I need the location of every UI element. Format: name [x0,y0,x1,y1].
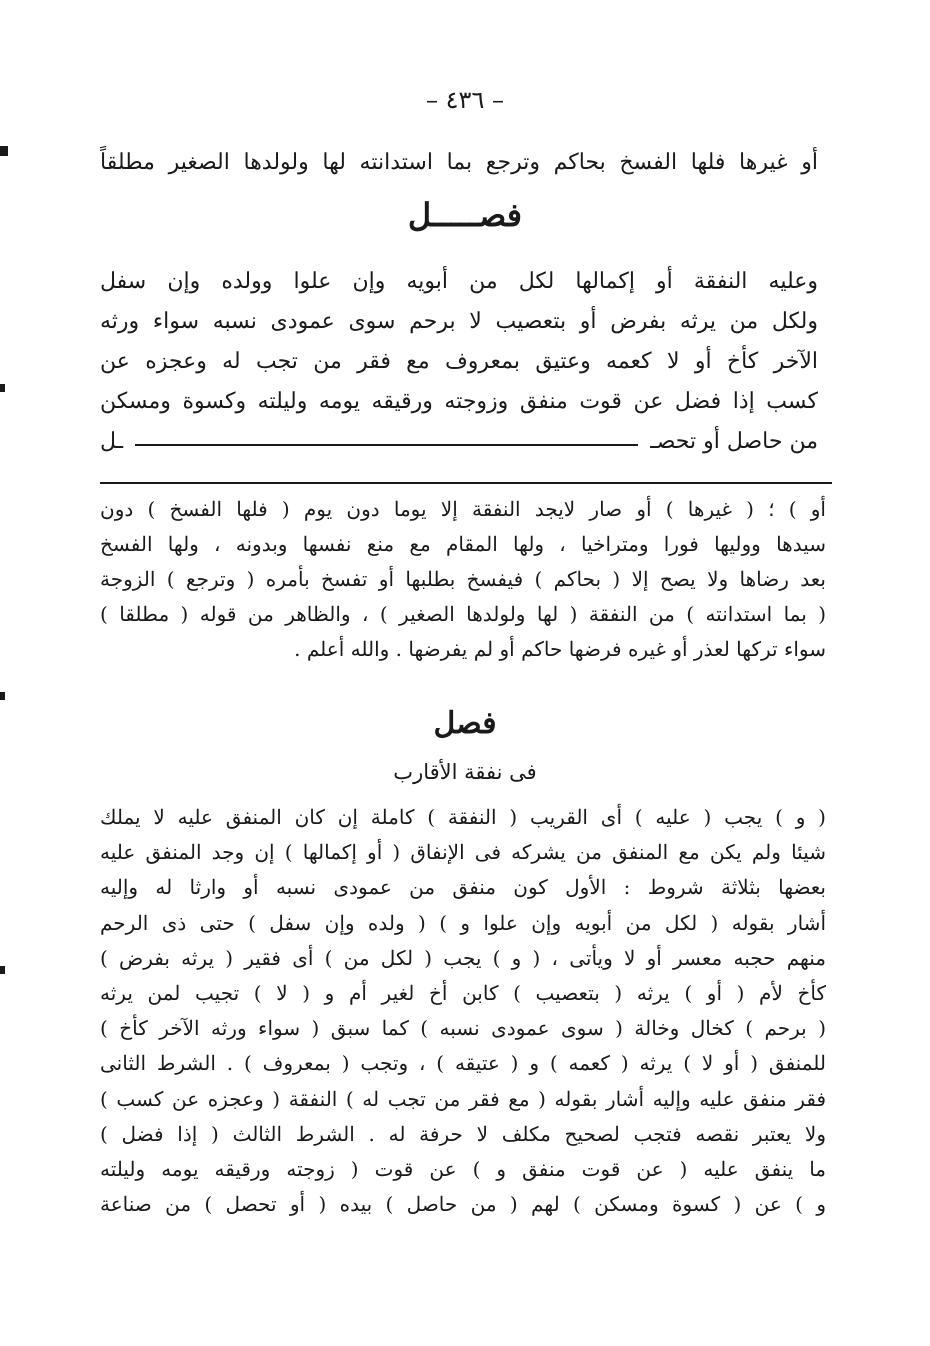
section-line: للمنفق ( أو لا ) يرثه ( كعمه ) و ( عتيقه ) ، وتجب ( بمعروف ) . الشرط الثانى [100,1051,826,1076]
section-heading: فصل [433,706,497,741]
main-line: وعليه النفقة أو إكمالها لكل من أبويه وإن علوا وولده وإن سفل [100,269,818,294]
commentary-line: سيدها ووليها فورا ومتراخيا ، ولها المقام مع منع نفسها وبدونه ، ولها الفسخ [100,532,826,556]
main-line: الآخر كأخ أو لا كعمه وعتيق بمعروف مع فقر من تجب له وعجزه عن [100,349,818,374]
section-line: شيئا ولم يكن مع المنفق من يشركه فى الإنفاق ( أو إكمالها ) إن وجد المنفق عليه [100,840,826,865]
margin-mark [0,146,8,156]
section-text [100,800,826,1222]
section-line: منهم حجبه معسر أو لا ويأتى ، ( و ) يجب ( لكل من ) أى فقير ( يرثه بفرض ) [100,945,826,970]
main-text-body [100,262,818,462]
kashida-stretch [135,444,638,446]
section-line: ( برحم ) كخال وخالة ( سوى عمودى نسبه ) كما سبق ( سواء ورثه الآخر كأخ ) [100,1016,826,1041]
main-line: من حاصل أو تحصـ [650,429,818,454]
commentary-line: بعد رضاها ولا يصح إلا ( بحاكم ) فيفسخ بطلبها أو تفسخ بأمره ( وترجع ) الزوجة [100,567,826,591]
commentary-text [100,492,826,667]
section-line: بعضها بثلاثة شروط : الأول كون منفق من عمودى نسبه أو وارثا له وإليه [100,875,826,900]
main-line-end: ـل [100,429,124,454]
margin-mark [0,384,5,392]
margin-mark [0,692,5,700]
section-line: ( و ) يجب ( عليه ) أى القريب ( النفقة ) كاملة إن كان المنفق عليه لا يملك [100,805,826,829]
section-line: أشار بقوله ( لكل من أبويه وإن علوا و ) ( ولده وإن سفل ) حتى ذى الرحم [100,910,826,935]
section-line: فقر منفق عليه وإليه أشار بقوله ( مع فقر من تجب له ) النفقة ( وعجزه عن كسب ) [100,1086,826,1111]
section-line: كأخ لأم ( أو ) يرثه ( بتعصيب ) كابن أخ لغير أم و ( لا ) تجيب لمن يرثه [100,980,826,1005]
commentary-line: ( بما استدانته ) من النفقة ( لها ولولدها الصغير ) ، والظاهر من قوله ( مطلقا ) [100,602,826,626]
commentary-line: سواء تركها لعذر أو غيره فرضها حاكم أو لم يفرضها . والله أعلم . [294,637,826,661]
main-line: كسب إذا فضل عن قوت منفق وزوجته ورقيقه يومه وليلته وكسوة ومسكن [100,389,818,414]
section-line: ولا يعتبر نقصه فتجب لصحيح مكلف لا حرفة له . الشرط الثالث ( إذا فضل ) [100,1121,826,1146]
main-text-first-line [100,140,818,185]
divider-rule [100,482,832,484]
section-subheading: فى نفقة الأقارب [393,760,537,784]
section-line: ما ينفق عليه ( عن قوت منفق و ) عن قوت ( زوجته ورقيقه يومه وليلته [100,1156,826,1181]
main-last-line [100,422,818,462]
page-number: – ٤٣٦ – [426,86,504,114]
main-line: ولكل من يرثه بفرض أو بتعصيب لا برحم سوى عمودى نسبه سواء ورثه [100,309,818,334]
section-line: و ) عن ( كسوة ومسكن ) لهم ( من حاصل ) بيده ( أو تحصل ) من صناعة [100,1192,826,1217]
main-line: أو غيرها فلها الفسخ بحاكم وترجع بما استدانته لها ولولدها الصغير مطلقاً [100,150,818,175]
margin-mark [0,966,5,974]
section-heading-main: فصـــــل [407,196,523,234]
commentary-line: أو ) ؛ ( غيرها ) أو صار لايجد النفقة إلا يوما دون يوم ( فلها الفسخ ) دون [100,497,826,521]
